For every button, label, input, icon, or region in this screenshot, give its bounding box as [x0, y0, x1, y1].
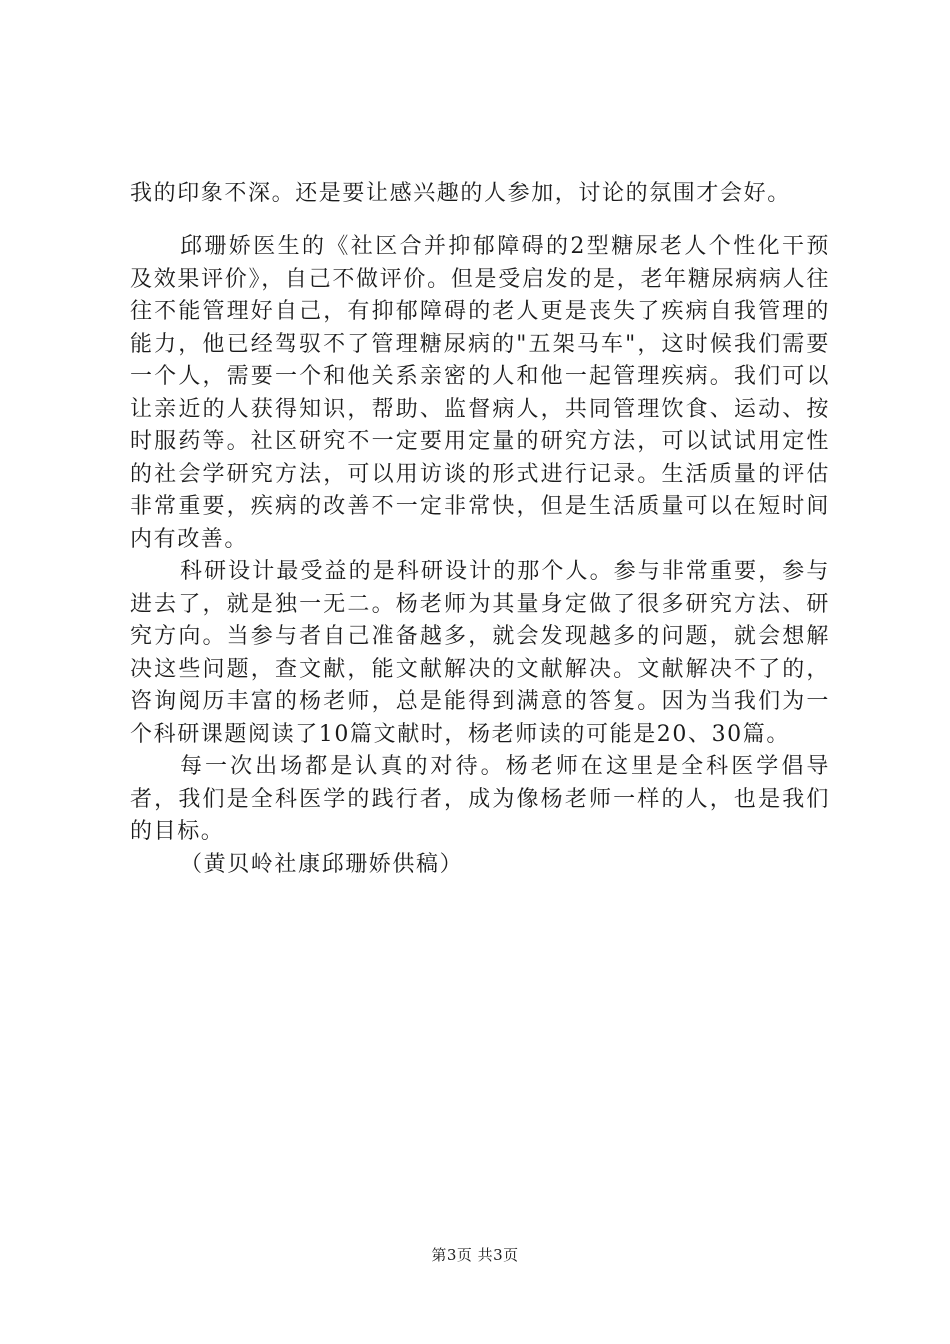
page-footer: 第3页 共3页: [431, 1246, 519, 1264]
paragraph-research-design: 科研设计最受益的是科研设计的那个人。参与非常重要，参与进去了，就是独一无二。杨老师为其量身定做了很多研究方法、研究方向。当参与者自己准备越多，就会发现越多的问题，就会想解决这些问题，查文献，能文献解决的文献解决。文献解决不了的，咨询阅历丰富的杨老师，总是能得到满意的答复。因为当我们为一个科研课题阅读了10篇文献时，杨老师读的可能是20、30篇。: [130, 559, 830, 747]
continued-text-line: 我的印象不深。还是要让感兴趣的人参加，讨论的氛围才会好。: [130, 181, 791, 206]
paragraph-conclusion: 每一次出场都是认真的对待。杨老师在这里是全科医学倡导者，我们是全科医学的践行者，成为像杨老师一样的人，也是我们的目标。: [130, 754, 830, 844]
author-signature: （黄贝岭社康邱珊娇供稿）: [180, 851, 464, 877]
paragraph-review: 邱珊娇医生的《社区合并抑郁障碍的2型糖尿老人个性化干预及效果评价》，自己不做评价。但是受启发的是，老年糖尿病病人往往不能管理好自己，有抑郁障碍的老人更是丧失了疾病自我管理的能力，他已经驾驭不了管理糖尿病的"五架马车"，这时候我们需要一个人，需要一个和他关系亲密的人和他一起管理疾病。我们可以让亲近的人获得知识，帮助、监督病人，共同管理饮食、运动、按时服药等。社区研究不一定要用定量的研究方法，可以试试用定性的社会学研究方法，可以用访谈的形式进行记录。生活质量的评估非常重要，疾病的改善不一定非常快，但是生活质量可以在短时间内有改善。: [130, 234, 830, 552]
document-body: [130, 231, 830, 881]
